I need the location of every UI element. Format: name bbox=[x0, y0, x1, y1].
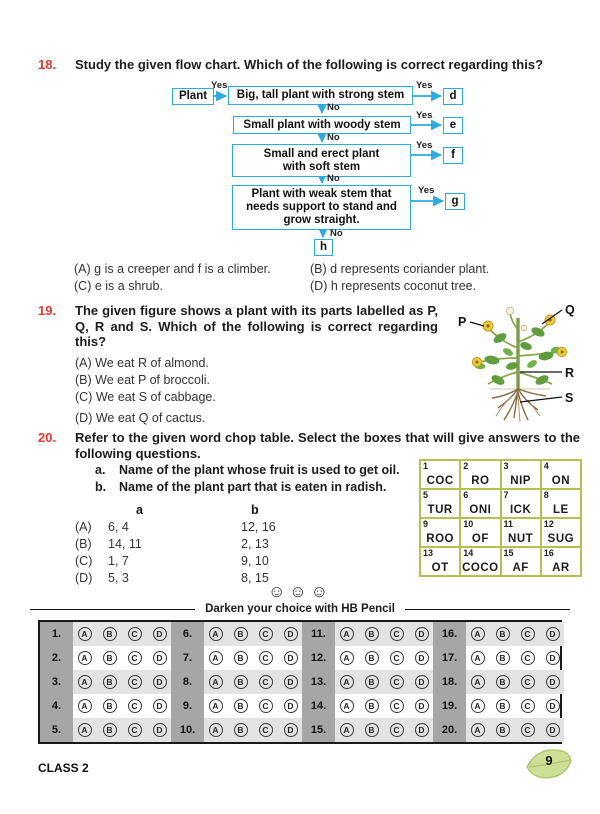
chop-cell-14[interactable] bbox=[460, 547, 500, 576]
chop-cell-text: AR bbox=[552, 562, 570, 574]
omr-question-number-19: 19. bbox=[433, 694, 466, 718]
answer-sheet-divider bbox=[30, 603, 570, 615]
omr-row-10 bbox=[204, 718, 302, 742]
omr-bubble-8-C[interactable]: C bbox=[259, 675, 273, 689]
omr-row-15 bbox=[335, 718, 433, 742]
chop-cell-number: 3 bbox=[503, 461, 509, 471]
omr-row-11 bbox=[335, 622, 433, 646]
chop-cell-number: 8 bbox=[543, 490, 549, 500]
divider-line-left bbox=[30, 609, 195, 610]
omr-bubble-14-A[interactable]: A bbox=[340, 699, 354, 713]
omr-row-17 bbox=[466, 646, 564, 670]
question-20-sub-b: b. Name of the plant part that is eaten in radish. bbox=[95, 480, 387, 494]
omr-row-9 bbox=[204, 694, 302, 718]
chop-cell-2[interactable] bbox=[460, 460, 500, 489]
chop-cell-text: COC bbox=[426, 475, 454, 487]
omr-bubble-7-D[interactable]: D bbox=[284, 651, 298, 665]
omr-question-number-10: 10. bbox=[171, 718, 204, 742]
omr-bubble-12-D[interactable]: D bbox=[415, 651, 429, 665]
chop-cell-text: NUT bbox=[508, 533, 534, 545]
omr-bubble-3-B[interactable]: B bbox=[103, 675, 117, 689]
omr-bubble-20-B[interactable]: B bbox=[496, 723, 510, 737]
omr-bubble-8-B[interactable]: B bbox=[234, 675, 248, 689]
omr-bubble-4-C[interactable]: C bbox=[128, 699, 142, 713]
omr-bubble-2-A[interactable]: A bbox=[78, 651, 92, 665]
no-label: No bbox=[327, 102, 340, 113]
flowchart-node-1: Big, tall plant with strong stem bbox=[228, 86, 413, 105]
omr-bubble-2-B[interactable]: B bbox=[103, 651, 117, 665]
chop-cell-number: 12 bbox=[543, 519, 554, 529]
chop-cell-number: 15 bbox=[503, 548, 514, 558]
omr-row-3 bbox=[73, 670, 171, 694]
omr-row-18 bbox=[466, 670, 564, 694]
chop-cell-number: 7 bbox=[503, 490, 509, 500]
omr-bubble-9-C[interactable]: C bbox=[259, 699, 273, 713]
chop-cell-text: AF bbox=[512, 562, 529, 574]
plant-illustration-icon bbox=[450, 296, 588, 434]
omr-bubble-11-C[interactable]: C bbox=[390, 627, 404, 641]
chop-cell-text: ICK bbox=[509, 504, 532, 516]
omr-bubble-13-A[interactable]: A bbox=[340, 675, 354, 689]
flowchart-result-d: d bbox=[443, 88, 463, 105]
omr-bubble-15-A[interactable]: A bbox=[340, 723, 354, 737]
omr-question-number-7: 7. bbox=[171, 646, 204, 670]
omr-bubble-17-D[interactable]: D bbox=[546, 651, 560, 665]
omr-bubble-1-A[interactable]: A bbox=[78, 627, 92, 641]
omr-question-number-3: 3. bbox=[40, 670, 73, 694]
omr-question-number-18: 18. bbox=[433, 670, 466, 694]
answer-row-b: (B) 14, 11 2, 13 bbox=[75, 537, 269, 551]
chop-cell-number: 16 bbox=[543, 548, 554, 558]
omr-bubble-20-D[interactable]: D bbox=[546, 723, 560, 737]
option-d: (D) h represents coconut tree. bbox=[310, 279, 477, 293]
chop-cell-9[interactable] bbox=[420, 518, 460, 547]
flowchart-node-4: Plant with weak stem that needs support to stand and grow straight. bbox=[232, 185, 411, 230]
yes-label: Yes bbox=[211, 80, 228, 91]
plant-label-p: P bbox=[458, 315, 467, 329]
answer-row-d: (D) 5, 3 8, 15 bbox=[75, 571, 269, 585]
no-label: No bbox=[330, 228, 343, 239]
omr-bubble-17-C[interactable]: C bbox=[521, 651, 535, 665]
flowchart-result-g: g bbox=[445, 193, 465, 210]
question-20-heading bbox=[38, 430, 580, 461]
plant-label-r: R bbox=[565, 366, 575, 380]
yes-label: Yes bbox=[418, 185, 435, 196]
yes-label: Yes bbox=[416, 140, 433, 151]
omr-bubble-19-A[interactable]: A bbox=[471, 699, 485, 713]
chop-cell-text: NIP bbox=[510, 475, 531, 487]
omr-bubble-11-D[interactable]: D bbox=[415, 627, 429, 641]
omr-bubble-19-C[interactable]: C bbox=[521, 699, 535, 713]
chop-cell-text: ROO bbox=[426, 533, 454, 545]
omr-bubble-11-A[interactable]: A bbox=[340, 627, 354, 641]
chop-cell-text: ONI bbox=[469, 504, 492, 516]
omr-bubble-8-A[interactable]: A bbox=[209, 675, 223, 689]
chop-cell-text: SUG bbox=[547, 533, 575, 545]
question-20-text: Refer to the given word chop table. Select the boxes that will give answers to the following questions. bbox=[75, 430, 580, 461]
omr-bubble-5-A[interactable]: A bbox=[78, 723, 92, 737]
omr-bubble-13-B[interactable]: B bbox=[365, 675, 379, 689]
omr-bubble-8-D[interactable]: D bbox=[284, 675, 298, 689]
question-18-text: Study the given flow chart. Which of the following is correct regarding this? bbox=[75, 57, 544, 72]
chop-cell-text: ON bbox=[551, 475, 570, 487]
omr-row-8 bbox=[204, 670, 302, 694]
chop-cell-number: 1 bbox=[423, 461, 429, 471]
omr-row-13 bbox=[335, 670, 433, 694]
chop-cell-text: LE bbox=[553, 504, 569, 516]
omr-bubble-15-B[interactable]: B bbox=[365, 723, 379, 737]
chop-cell-text: OF bbox=[471, 533, 489, 545]
chop-cell-number: 10 bbox=[463, 519, 474, 529]
option-b: (B) We eat P of broccoli. bbox=[75, 372, 211, 387]
yes-label: Yes bbox=[416, 110, 433, 121]
omr-bubble-16-C[interactable]: C bbox=[521, 627, 535, 641]
question-18-heading bbox=[38, 57, 578, 73]
omr-question-number-1: 1. bbox=[40, 622, 73, 646]
question-19-heading bbox=[38, 303, 438, 350]
omr-bubble-5-D[interactable]: D bbox=[153, 723, 167, 737]
chop-cell-11[interactable] bbox=[501, 518, 541, 547]
omr-bubble-15-C[interactable]: C bbox=[390, 723, 404, 737]
page-number: 9 bbox=[545, 753, 553, 768]
omr-bubble-12-B[interactable]: B bbox=[365, 651, 379, 665]
chop-cell-text: COCO bbox=[462, 562, 499, 574]
flowchart-result-h: h bbox=[314, 239, 333, 256]
omr-question-number-16: 16. bbox=[433, 622, 466, 646]
omr-bubble-16-D[interactable]: D bbox=[546, 627, 560, 641]
omr-bubble-6-B[interactable]: B bbox=[234, 627, 248, 641]
option-c: (C) We eat S of cabbage. bbox=[75, 389, 216, 404]
omr-bubble-11-B[interactable]: B bbox=[365, 627, 379, 641]
question-20-number: 20. bbox=[38, 430, 57, 445]
question-20-answer-table bbox=[75, 502, 276, 587]
omr-bubble-10-C[interactable]: C bbox=[259, 723, 273, 737]
omr-question-number-2: 2. bbox=[40, 646, 73, 670]
omr-bubble-19-D[interactable]: D bbox=[546, 699, 560, 713]
divider-line-right bbox=[405, 609, 570, 610]
omr-bubble-19-B[interactable]: B bbox=[496, 699, 510, 713]
chop-cell-8[interactable] bbox=[541, 489, 581, 518]
chop-cell-16[interactable] bbox=[541, 547, 581, 576]
omr-question-number-11: 11. bbox=[302, 622, 335, 646]
chop-cell-number: 11 bbox=[503, 519, 514, 529]
omr-bubble-6-D[interactable]: D bbox=[284, 627, 298, 641]
omr-bubble-2-D[interactable]: D bbox=[153, 651, 167, 665]
omr-bubble-14-D[interactable]: D bbox=[415, 699, 429, 713]
chop-cell-number: 14 bbox=[463, 548, 474, 558]
chop-cell-number: 13 bbox=[423, 548, 434, 558]
chop-cell-text: OT bbox=[431, 562, 449, 574]
question-18-options bbox=[74, 262, 574, 294]
question-19-number: 19. bbox=[38, 303, 57, 318]
omr-bubble-7-C[interactable]: C bbox=[259, 651, 273, 665]
answer-sheet-title: Darken your choice with HB Pencil bbox=[205, 603, 395, 615]
omr-bubble-6-A[interactable]: A bbox=[209, 627, 223, 641]
omr-row-1 bbox=[73, 622, 171, 646]
omr-question-number-8: 8. bbox=[171, 670, 204, 694]
omr-question-number-6: 6. bbox=[171, 622, 204, 646]
no-label: No bbox=[327, 132, 340, 143]
question-19 bbox=[38, 303, 438, 425]
omr-question-number-5: 5. bbox=[40, 718, 73, 742]
flowchart-result-e: e bbox=[443, 117, 463, 134]
omr-bubble-5-B[interactable]: B bbox=[103, 723, 117, 737]
omr-bubble-6-C[interactable]: C bbox=[259, 627, 273, 641]
chop-cell-6[interactable] bbox=[460, 489, 500, 518]
question-20-sub-a: a. Name of the plant whose fruit is used to get oil. bbox=[95, 463, 400, 477]
flowchart-node-2: Small plant with woody stem bbox=[233, 116, 411, 134]
chop-cell-7[interactable] bbox=[501, 489, 541, 518]
chop-cell-text: TUR bbox=[427, 504, 453, 516]
omr-answer-grid bbox=[38, 620, 562, 744]
omr-bubble-4-A[interactable]: A bbox=[78, 699, 92, 713]
omr-bubble-16-B[interactable]: B bbox=[496, 627, 510, 641]
question-18-number: 18. bbox=[38, 57, 57, 72]
omr-row-2 bbox=[73, 646, 171, 670]
omr-bubble-18-A[interactable]: A bbox=[471, 675, 485, 689]
option-b: (B) d represents coriander plant. bbox=[310, 262, 490, 276]
omr-bubble-5-C[interactable]: C bbox=[128, 723, 142, 737]
omr-bubble-20-C[interactable]: C bbox=[521, 723, 535, 737]
omr-bubble-20-A[interactable]: A bbox=[471, 723, 485, 737]
page-number-leaf bbox=[525, 747, 573, 781]
option-d: (D) We eat Q of cactus. bbox=[75, 410, 206, 425]
chop-cell-3[interactable] bbox=[501, 460, 541, 489]
omr-bubble-1-D[interactable]: D bbox=[153, 627, 167, 641]
omr-bubble-4-B[interactable]: B bbox=[103, 699, 117, 713]
option-a: (A) We eat R of almond. bbox=[75, 355, 209, 370]
flowchart bbox=[0, 82, 600, 262]
omr-bubble-10-B[interactable]: B bbox=[234, 723, 248, 737]
omr-row-16 bbox=[466, 622, 564, 646]
yes-label: Yes bbox=[416, 80, 433, 91]
flowchart-node-3: Small and erect plant with soft stem bbox=[232, 144, 411, 177]
omr-row-7 bbox=[204, 646, 302, 670]
footer-class-label: CLASS 2 bbox=[38, 761, 89, 775]
omr-bubble-15-D[interactable]: D bbox=[415, 723, 429, 737]
answer-row-a: (A) 6, 4 12, 16 bbox=[75, 520, 276, 534]
chop-cell-10[interactable] bbox=[460, 518, 500, 547]
word-chop-table bbox=[419, 459, 582, 577]
omr-question-number-17: 17. bbox=[433, 646, 466, 670]
omr-question-number-4: 4. bbox=[40, 694, 73, 718]
omr-question-number-12: 12. bbox=[302, 646, 335, 670]
no-label: No bbox=[327, 173, 340, 184]
omr-bubble-18-B[interactable]: B bbox=[496, 675, 510, 689]
omr-bubble-4-D[interactable]: D bbox=[153, 699, 167, 713]
chop-cell-number: 6 bbox=[463, 490, 469, 500]
omr-bubble-12-C[interactable]: C bbox=[390, 651, 404, 665]
smiley-faces-icon: ☺☺☺ bbox=[267, 582, 333, 601]
omr-row-14 bbox=[335, 694, 433, 718]
omr-bubble-13-C[interactable]: C bbox=[390, 675, 404, 689]
chop-cell-number: 2 bbox=[463, 461, 469, 471]
omr-bubble-14-C[interactable]: C bbox=[390, 699, 404, 713]
omr-question-number-9: 9. bbox=[171, 694, 204, 718]
omr-question-number-20: 20. bbox=[433, 718, 466, 742]
omr-bubble-3-C[interactable]: C bbox=[128, 675, 142, 689]
plant-label-q: Q bbox=[565, 303, 575, 317]
omr-bubble-2-C[interactable]: C bbox=[128, 651, 142, 665]
omr-bubble-10-A[interactable]: A bbox=[209, 723, 223, 737]
omr-bubble-3-D[interactable]: D bbox=[153, 675, 167, 689]
chop-cell-4[interactable] bbox=[541, 460, 581, 489]
option-c: (C) e is a shrub. bbox=[74, 279, 163, 293]
omr-bubble-1-B[interactable]: B bbox=[103, 627, 117, 641]
plant-figure bbox=[450, 296, 588, 434]
flowchart-result-f: f bbox=[443, 147, 463, 164]
omr-bubble-18-C[interactable]: C bbox=[521, 675, 535, 689]
omr-bubble-14-B[interactable]: B bbox=[365, 699, 379, 713]
omr-bubble-17-A[interactable]: A bbox=[471, 651, 485, 665]
chop-cell-15[interactable] bbox=[501, 547, 541, 576]
plant-label-s: S bbox=[565, 391, 574, 405]
omr-bubble-1-C[interactable]: C bbox=[128, 627, 142, 641]
omr-row-4 bbox=[73, 694, 171, 718]
chop-cell-5[interactable] bbox=[420, 489, 460, 518]
omr-bubble-13-D[interactable]: D bbox=[415, 675, 429, 689]
answer-row-c: (C) 1, 7 9, 10 bbox=[75, 554, 269, 568]
omr-bubble-16-A[interactable]: A bbox=[471, 627, 485, 641]
question-19-text: The given figure shows a plant with its parts labelled as P, Q, R and S. Which of the following is correct regarding this? bbox=[75, 303, 438, 349]
chop-cell-12[interactable] bbox=[541, 518, 581, 547]
omr-row-6 bbox=[204, 622, 302, 646]
chop-cell-text: RO bbox=[471, 475, 490, 487]
chop-cell-number: 4 bbox=[543, 461, 549, 471]
omr-question-number-13: 13. bbox=[302, 670, 335, 694]
omr-question-number-14: 14. bbox=[302, 694, 335, 718]
omr-bubble-9-D[interactable]: D bbox=[284, 699, 298, 713]
omr-bubble-12-A[interactable]: A bbox=[340, 651, 354, 665]
omr-bubble-9-B[interactable]: B bbox=[234, 699, 248, 713]
omr-bubble-10-D[interactable]: D bbox=[284, 723, 298, 737]
omr-row-12 bbox=[335, 646, 433, 670]
omr-question-number-15: 15. bbox=[302, 718, 335, 742]
omr-bubble-7-B[interactable]: B bbox=[234, 651, 248, 665]
omr-row-19 bbox=[466, 694, 564, 718]
omr-bubble-17-B[interactable]: B bbox=[496, 651, 510, 665]
omr-bubble-9-A[interactable]: A bbox=[209, 699, 223, 713]
chop-cell-number: 9 bbox=[423, 519, 429, 529]
option-a: (A) g is a creeper and f is a climber. bbox=[74, 262, 271, 276]
omr-row-20 bbox=[466, 718, 564, 742]
omr-bubble-18-D[interactable]: D bbox=[546, 675, 560, 689]
answer-table-header: a b bbox=[136, 503, 259, 517]
flowchart-start-box: Plant bbox=[172, 88, 214, 105]
chop-cell-13[interactable] bbox=[420, 547, 460, 576]
omr-row-5 bbox=[73, 718, 171, 742]
question-19-options bbox=[75, 357, 438, 425]
omr-bubble-7-A[interactable]: A bbox=[209, 651, 223, 665]
chop-cell-number: 5 bbox=[423, 490, 429, 500]
omr-bubble-3-A[interactable]: A bbox=[78, 675, 92, 689]
chop-cell-1[interactable] bbox=[420, 460, 460, 489]
